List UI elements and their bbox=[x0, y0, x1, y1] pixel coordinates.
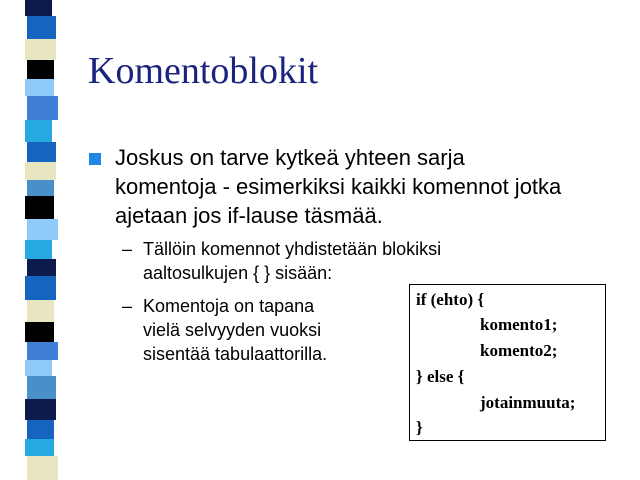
decorative-stripe bbox=[25, 162, 56, 180]
sub-bullet-dash: – bbox=[122, 239, 133, 259]
sub-bullet-dash: – bbox=[122, 296, 133, 316]
bullet-square-icon bbox=[89, 153, 101, 165]
code-line: } else { bbox=[416, 367, 465, 386]
decorative-stripe bbox=[27, 219, 58, 240]
decorative-stripe bbox=[25, 240, 52, 259]
decorative-stripe bbox=[25, 120, 52, 142]
decorative-stripe bbox=[27, 342, 58, 360]
sub-bullet-line: vielä selvyyden vuoksi bbox=[143, 320, 322, 340]
sub-bullet-line: Tällöin komennot yhdistetään blokiksi bbox=[143, 239, 442, 259]
decorative-stripe bbox=[27, 259, 56, 276]
decorative-stripe bbox=[27, 376, 56, 399]
decorative-stripe bbox=[27, 300, 54, 322]
sub-bullet-text bbox=[143, 294, 327, 366]
decorative-stripe bbox=[27, 142, 56, 162]
code-line: } bbox=[416, 418, 423, 437]
code-example-box bbox=[409, 284, 606, 441]
decorative-stripe bbox=[27, 456, 58, 480]
decorative-stripe bbox=[25, 196, 54, 219]
decorative-stripe bbox=[25, 322, 54, 342]
sub-bullet-line: sisentää tabulaattorilla. bbox=[143, 344, 328, 364]
sub-bullet-text bbox=[143, 237, 441, 285]
slide-title: Komentoblokit bbox=[88, 50, 319, 92]
decorative-stripe bbox=[25, 399, 56, 420]
main-bullet-line: ajetaan jos if-lause täsmää. bbox=[115, 203, 383, 228]
decorative-stripe bbox=[25, 360, 52, 376]
code-line: if (ehto) { bbox=[416, 290, 485, 309]
main-bullet-line: komentoja - esimerkiksi kaikki komennot jotka bbox=[115, 174, 562, 199]
main-bullet-text bbox=[115, 143, 561, 230]
decorative-stripe-bar bbox=[25, 0, 56, 480]
sub-bullet-line: aaltosulkujen { } sisään: bbox=[143, 263, 333, 283]
decorative-stripe bbox=[25, 0, 52, 16]
decorative-stripe bbox=[27, 16, 56, 39]
decorative-stripe bbox=[25, 439, 54, 456]
code-line: jotainmuuta; bbox=[480, 393, 576, 412]
code-line: komento2; bbox=[480, 341, 558, 360]
decorative-stripe bbox=[25, 39, 56, 60]
decorative-stripe bbox=[25, 79, 54, 96]
sub-bullet-line: Komentoja on tapana bbox=[143, 296, 315, 316]
decorative-stripe bbox=[27, 180, 54, 196]
decorative-stripe bbox=[25, 276, 56, 300]
decorative-stripe bbox=[27, 60, 54, 79]
code-line: komento1; bbox=[480, 315, 558, 334]
main-bullet-line: Joskus on tarve kytkeä yhteen sarja bbox=[115, 145, 465, 170]
decorative-stripe bbox=[27, 420, 54, 439]
decorative-stripe bbox=[27, 96, 58, 120]
